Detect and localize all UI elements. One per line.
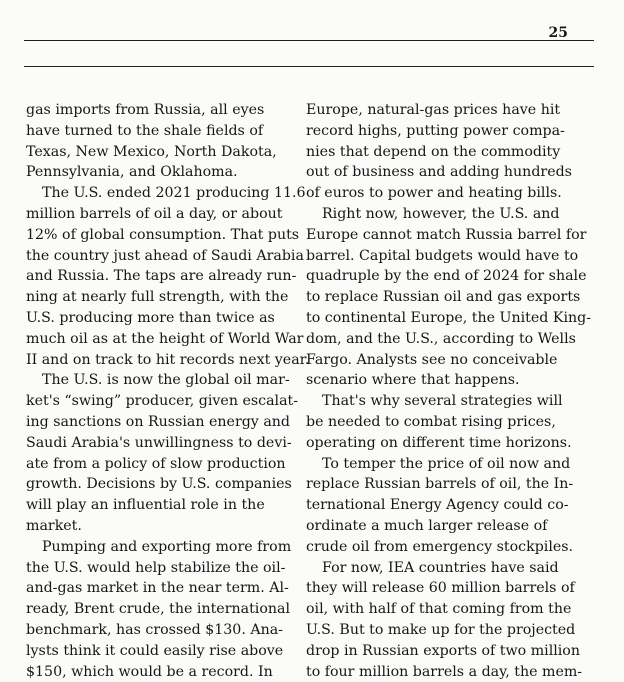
text-line: Saudi Arabia's unwillingness to devi- bbox=[26, 434, 292, 451]
text-line: ket's “swing” producer, given escalat- bbox=[26, 393, 299, 410]
text-line: the country just ahead of Saudi Arabia bbox=[26, 247, 304, 264]
text-line: crude oil from emergency stockpiles. bbox=[306, 538, 574, 555]
text-line: the U.S. would help stabilize the oil- bbox=[26, 559, 286, 576]
text-line: ate from a policy of slow production bbox=[26, 455, 286, 472]
text-line: out of business and adding hundreds bbox=[306, 164, 572, 181]
text-line: ing sanctions on Russian energy and bbox=[26, 413, 291, 430]
text-line: Texas, New Mexico, North Dakota, bbox=[26, 143, 277, 160]
text-line: be needed to combat rising prices, bbox=[306, 413, 556, 430]
header-rule-top bbox=[24, 40, 594, 41]
text-line: ternational Energy Agency could co- bbox=[306, 497, 569, 514]
page-number: 25 bbox=[548, 25, 568, 41]
left-column bbox=[26, 100, 310, 682]
text-line: 12% of global consumption. That puts bbox=[26, 226, 300, 243]
text-line: Pumping and exporting more from bbox=[42, 538, 292, 555]
text-line: The U.S. is now the global oil mar- bbox=[42, 372, 290, 389]
text-line: That's why several strategies will bbox=[322, 393, 563, 410]
text-line: market. bbox=[26, 517, 82, 534]
text-line: nies that depend on the commodity bbox=[306, 143, 561, 160]
text-line: have turned to the shale fields of bbox=[26, 122, 264, 139]
text-line: ning at nearly full strength, with the bbox=[26, 289, 289, 306]
text-line: operating on different time horizons. bbox=[306, 434, 572, 451]
text-line: gas imports from Russia, all eyes bbox=[26, 102, 265, 118]
text-line: U.S. producing more than twice as bbox=[26, 309, 275, 326]
text-line: The U.S. ended 2021 producing 11.6 bbox=[42, 185, 306, 202]
text-line: benchmark, has crossed $130. Ana- bbox=[26, 621, 283, 638]
text-line: million barrels of oil a day, or about bbox=[26, 205, 283, 222]
text-line: to continental Europe, the United King- bbox=[306, 309, 592, 326]
text-line: Fargo. Analysts see no conceivable bbox=[306, 351, 558, 368]
text-line: II and on track to hit records next year. bbox=[26, 351, 310, 368]
text-line: quadruple by the end of 2024 for shale bbox=[306, 268, 587, 285]
text-line: drop in Russian exports of two million bbox=[306, 642, 580, 659]
text-line: barrel. Capital budgets would have to bbox=[306, 247, 579, 264]
text-line: oil, with half of that coming from the bbox=[306, 601, 572, 618]
text-line: Right now, however, the U.S. and bbox=[322, 205, 560, 222]
text-line: to four million barrels a day, the mem- bbox=[306, 663, 583, 680]
text-line: dom, and the U.S., according to Wells bbox=[306, 330, 576, 347]
text-line: and-gas market in the near term. Al- bbox=[26, 580, 289, 597]
text-line: record highs, putting power compa- bbox=[306, 122, 565, 139]
text-line: ready, Brent crude, the international bbox=[26, 601, 290, 618]
text-line: ordinate a much larger release of bbox=[306, 517, 548, 534]
text-line: growth. Decisions by U.S. companies bbox=[26, 476, 292, 493]
text-line: much oil as at the height of World War bbox=[26, 330, 304, 347]
text-line: to replace Russian oil and gas exports bbox=[306, 289, 581, 306]
text-line: Europe, natural-gas prices have hit bbox=[306, 102, 561, 118]
text-line: lysts think it could easily rise above bbox=[26, 642, 284, 659]
text-line: To temper the price of oil now and bbox=[322, 455, 571, 472]
right-column bbox=[306, 100, 592, 682]
text-line: of euros to power and heating bills. bbox=[306, 185, 562, 202]
text-line: For now, IEA countries have said bbox=[322, 559, 559, 576]
text-line: and Russia. The taps are already run- bbox=[26, 268, 297, 285]
text-line: Pennsylvania, and Oklahoma. bbox=[26, 164, 238, 181]
header-rule-bottom bbox=[24, 66, 594, 67]
text-line: they will release 60 million barrels of bbox=[306, 580, 575, 597]
text-line: Europe cannot match Russia barrel for bbox=[306, 226, 587, 243]
text-line: replace Russian barrels of oil, the In- bbox=[306, 476, 574, 493]
text-line: $150, which would be a record. In bbox=[26, 663, 273, 680]
text-line: will play an influential role in the bbox=[26, 497, 265, 514]
text-line: U.S. But to make up for the projected bbox=[306, 621, 576, 638]
text-line: scenario where that happens. bbox=[306, 372, 520, 389]
